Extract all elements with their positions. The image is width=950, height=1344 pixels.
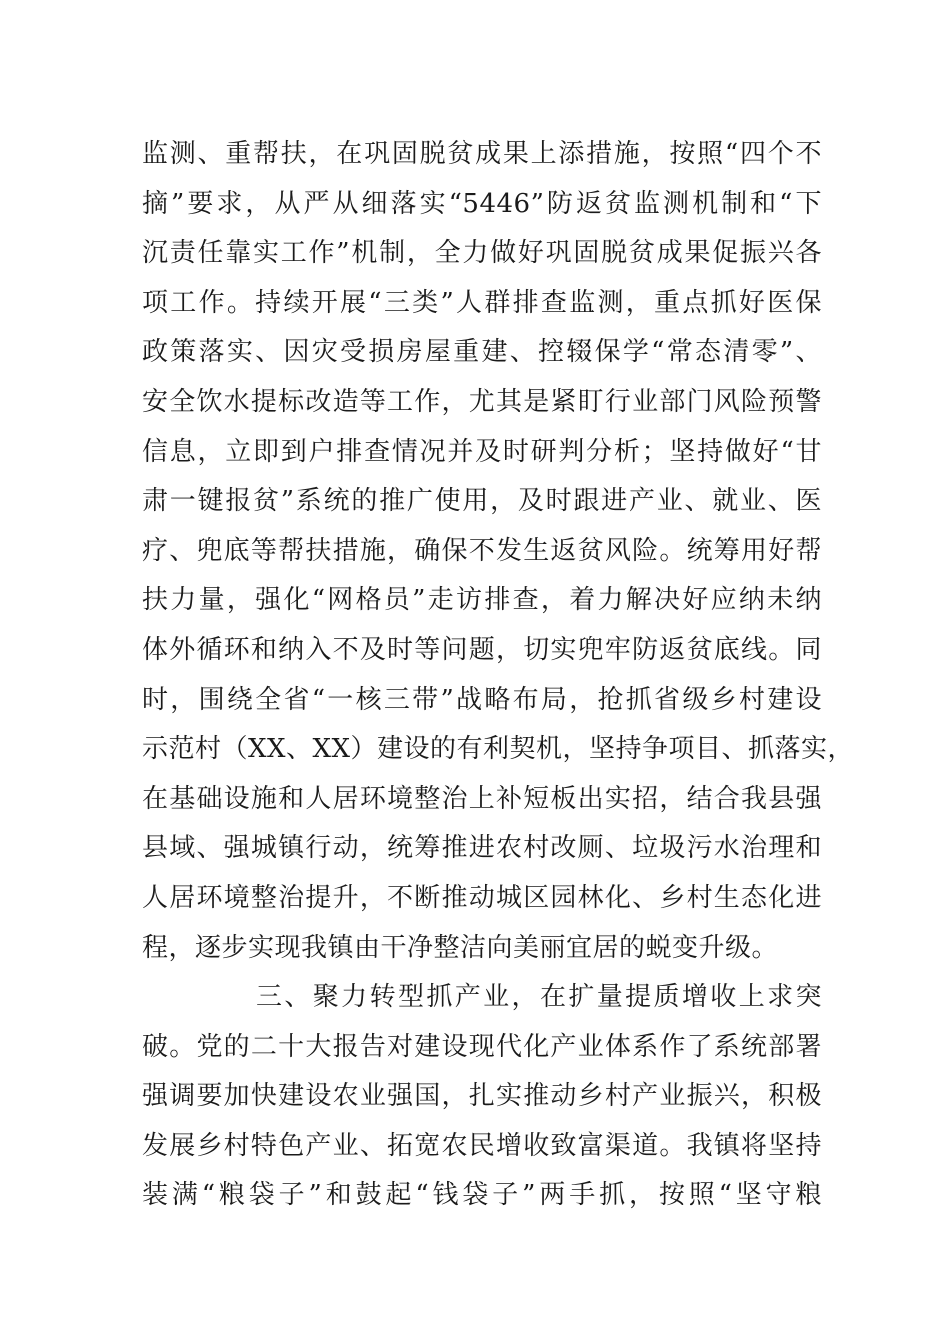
text-line: 疗、兜底等帮扶措施，确保不发生返贫风险。统筹用好帮: [142, 535, 822, 566]
text-line: 扶力量，强化“网格员”走访排查，着力解决好应纳未纳: [142, 585, 822, 616]
text-line: 体外循环和纳入不及时等问题，切实兜牢防返贫底线。同: [142, 634, 822, 665]
text-line: 肃一键报贫”系统的推广使用，及时跟进产业、就业、医: [142, 486, 822, 517]
text-line: 示范村（XX、XX）建设的有利契机，坚持争项目、抓落实，: [142, 734, 855, 765]
text-line: 时，围绕全省“一核三带”战略布局，抢抓省级乡村建设: [142, 684, 822, 715]
text-line: 在基础设施和人居环境整治上补短板出实招，结合我县强: [142, 783, 822, 814]
text-line: 发展乡村特色产业、拓宽农民增收致富渠道。我镇将坚持: [142, 1130, 822, 1161]
text-line: 信息，立即到户排查情况并及时研判分析；坚持做好“甘: [142, 436, 822, 467]
text-line: 沉责任靠实工作”机制，全力做好巩固脱贫成果促振兴各: [142, 238, 822, 269]
text-line: 项工作。持续开展“三类”人群排查监测，重点抓好医保: [142, 287, 822, 318]
paragraph-end-line: 程，逐步实现我镇由干净整洁向美丽宜居的蜕变升级。: [142, 932, 779, 963]
section-heading-line: 三、聚力转型抓产业，在扩量提质增收上求突: [256, 982, 822, 1013]
text-line: 强调要加快建设农业强国，扎实推动乡村产业振兴，积极: [142, 1081, 822, 1112]
text-line: 安全饮水提标改造等工作，尤其是紧盯行业部门风险预警: [142, 386, 822, 417]
text-line: 装满“粮袋子”和鼓起“钱袋子”两手抓，按照“坚守粮: [142, 1180, 822, 1211]
text-line: 摘”要求，从严从细落实“5446”防返贫监测机制和“下: [142, 188, 822, 219]
text-line: 县域、强城镇行动，统筹推进农村改厕、垃圾污水治理和: [142, 833, 822, 864]
text-line: 政策落实、因灾受损房屋重建、控辍保学“常态清零”、: [142, 337, 822, 368]
body-text: [142, 130, 855, 1221]
text-line: 监测、重帮扶，在巩固脱贫成果上添措施，按照“四个不: [142, 139, 822, 169]
text-line: 破。党的二十大报告对建设现代化产业体系作了系统部署: [142, 1031, 822, 1062]
text-line: 人居环境整治提升，不断推动城区园林化、乡村生态化进: [142, 882, 822, 913]
